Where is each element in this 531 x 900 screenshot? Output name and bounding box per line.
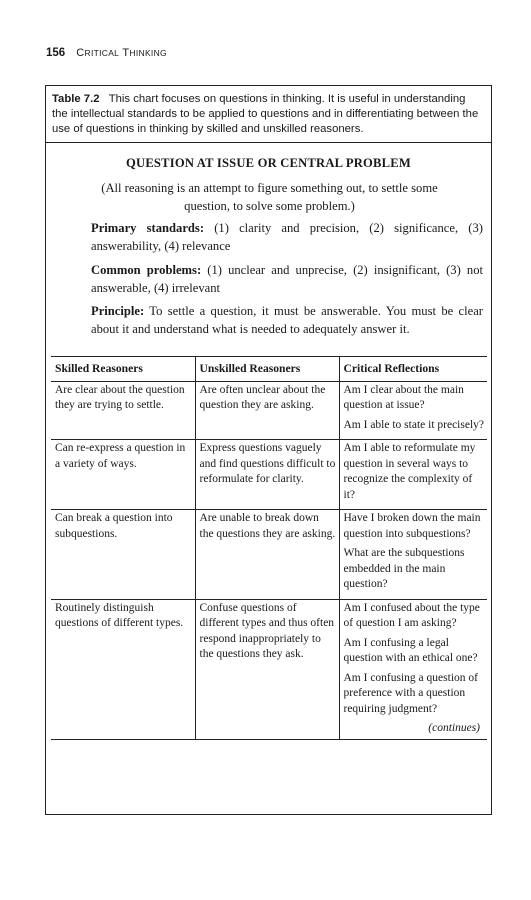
section-title: QUESTION AT ISSUE OR CENTRAL PROBLEM <box>126 156 411 170</box>
reflections-cell <box>339 510 487 600</box>
principle-text: To settle a question, it must be answerable. You must be clear about it and understand what is needed to adequately answer it. <box>91 304 484 336</box>
continues-note: (continues) <box>428 722 480 734</box>
reflection-question: What are the subquestions embedded in the main question? <box>343 547 465 590</box>
reflection-question: Am I clear about the main question at issue? <box>343 383 464 411</box>
reasoners-table <box>51 356 487 740</box>
unskilled-cell: Are unable to break down the questions they are asking. <box>195 510 339 600</box>
reflection-question: Am I confusing a question of preference with a question requiring judgment? <box>343 671 478 715</box>
reflections-cell <box>339 599 487 739</box>
reflections-cell <box>339 381 487 440</box>
skilled-cell: Are clear about the question they are trying to settle. <box>51 381 195 440</box>
reflection-question: Have I broken down the main question into subquestions? <box>343 512 481 540</box>
reflection-question: Am I able to reformulate my question in several ways to recognize the complexity of it? <box>343 442 476 501</box>
unskilled-cell: Confuse questions of different types and thus often respond inappropriately to the questions they ask. <box>195 599 339 739</box>
table-row <box>51 381 487 440</box>
table-header-row <box>51 357 487 382</box>
caption-text: This chart focuses on questions in thinking. It is useful in understanding the intellectual standards to be applied to questions and in differentiating between the use of questions in thinking by skilled and unskilled reasoners. <box>52 93 479 136</box>
common-problems <box>91 262 483 297</box>
caption-label: Table 7.2 <box>52 93 100 105</box>
primary-text: (1) clarity and precision, (2) significance, (3) answerability, (4) relevance <box>91 221 483 253</box>
caption-divider <box>46 142 491 143</box>
principle <box>91 303 483 338</box>
column-header: Unskilled Reasoners <box>195 357 339 382</box>
skilled-cell: Can re-express a question in a variety of ways. <box>51 440 195 510</box>
reflection-question: Am I able to state it precisely? <box>343 418 485 431</box>
skilled-cell: Routinely distinguish questions of different types. <box>51 599 195 739</box>
reflections-cell <box>339 440 487 510</box>
table-row <box>51 510 487 600</box>
running-title: CRITICAL THINKING <box>76 47 167 59</box>
unskilled-cell: Express questions vaguely and find questions difficult to reformulate for clarity. <box>195 440 339 510</box>
table-row <box>51 440 487 510</box>
column-header: Skilled Reasoners <box>51 357 195 382</box>
common-text: (1) unclear and unprecise, (2) insignificant, (3) not answerable, (4) irrelevant <box>91 263 483 295</box>
unskilled-cell: Are often unclear about the question they are asking. <box>195 381 339 440</box>
section-subtitle: (All reasoning is an attempt to figure something out, to settle some question, to solve some problem.) <box>101 181 438 213</box>
page-header <box>46 47 167 59</box>
skilled-cell: Can break a question into subquestions. <box>51 510 195 600</box>
primary-standards <box>91 220 483 255</box>
table-caption <box>52 92 484 138</box>
table-row <box>51 599 487 739</box>
principle-label: Principle: <box>91 304 145 318</box>
common-label: Common problems: <box>91 263 202 277</box>
column-header: Critical Reflections <box>339 357 487 382</box>
reflection-question: Am I confusing a legal question with an ethical one? <box>343 636 478 664</box>
primary-label: Primary standards: <box>91 221 205 235</box>
reflection-question: Am I confused about the type of question I am asking? <box>343 601 480 629</box>
page-number: 156 <box>46 47 66 59</box>
table-frame <box>45 85 492 815</box>
